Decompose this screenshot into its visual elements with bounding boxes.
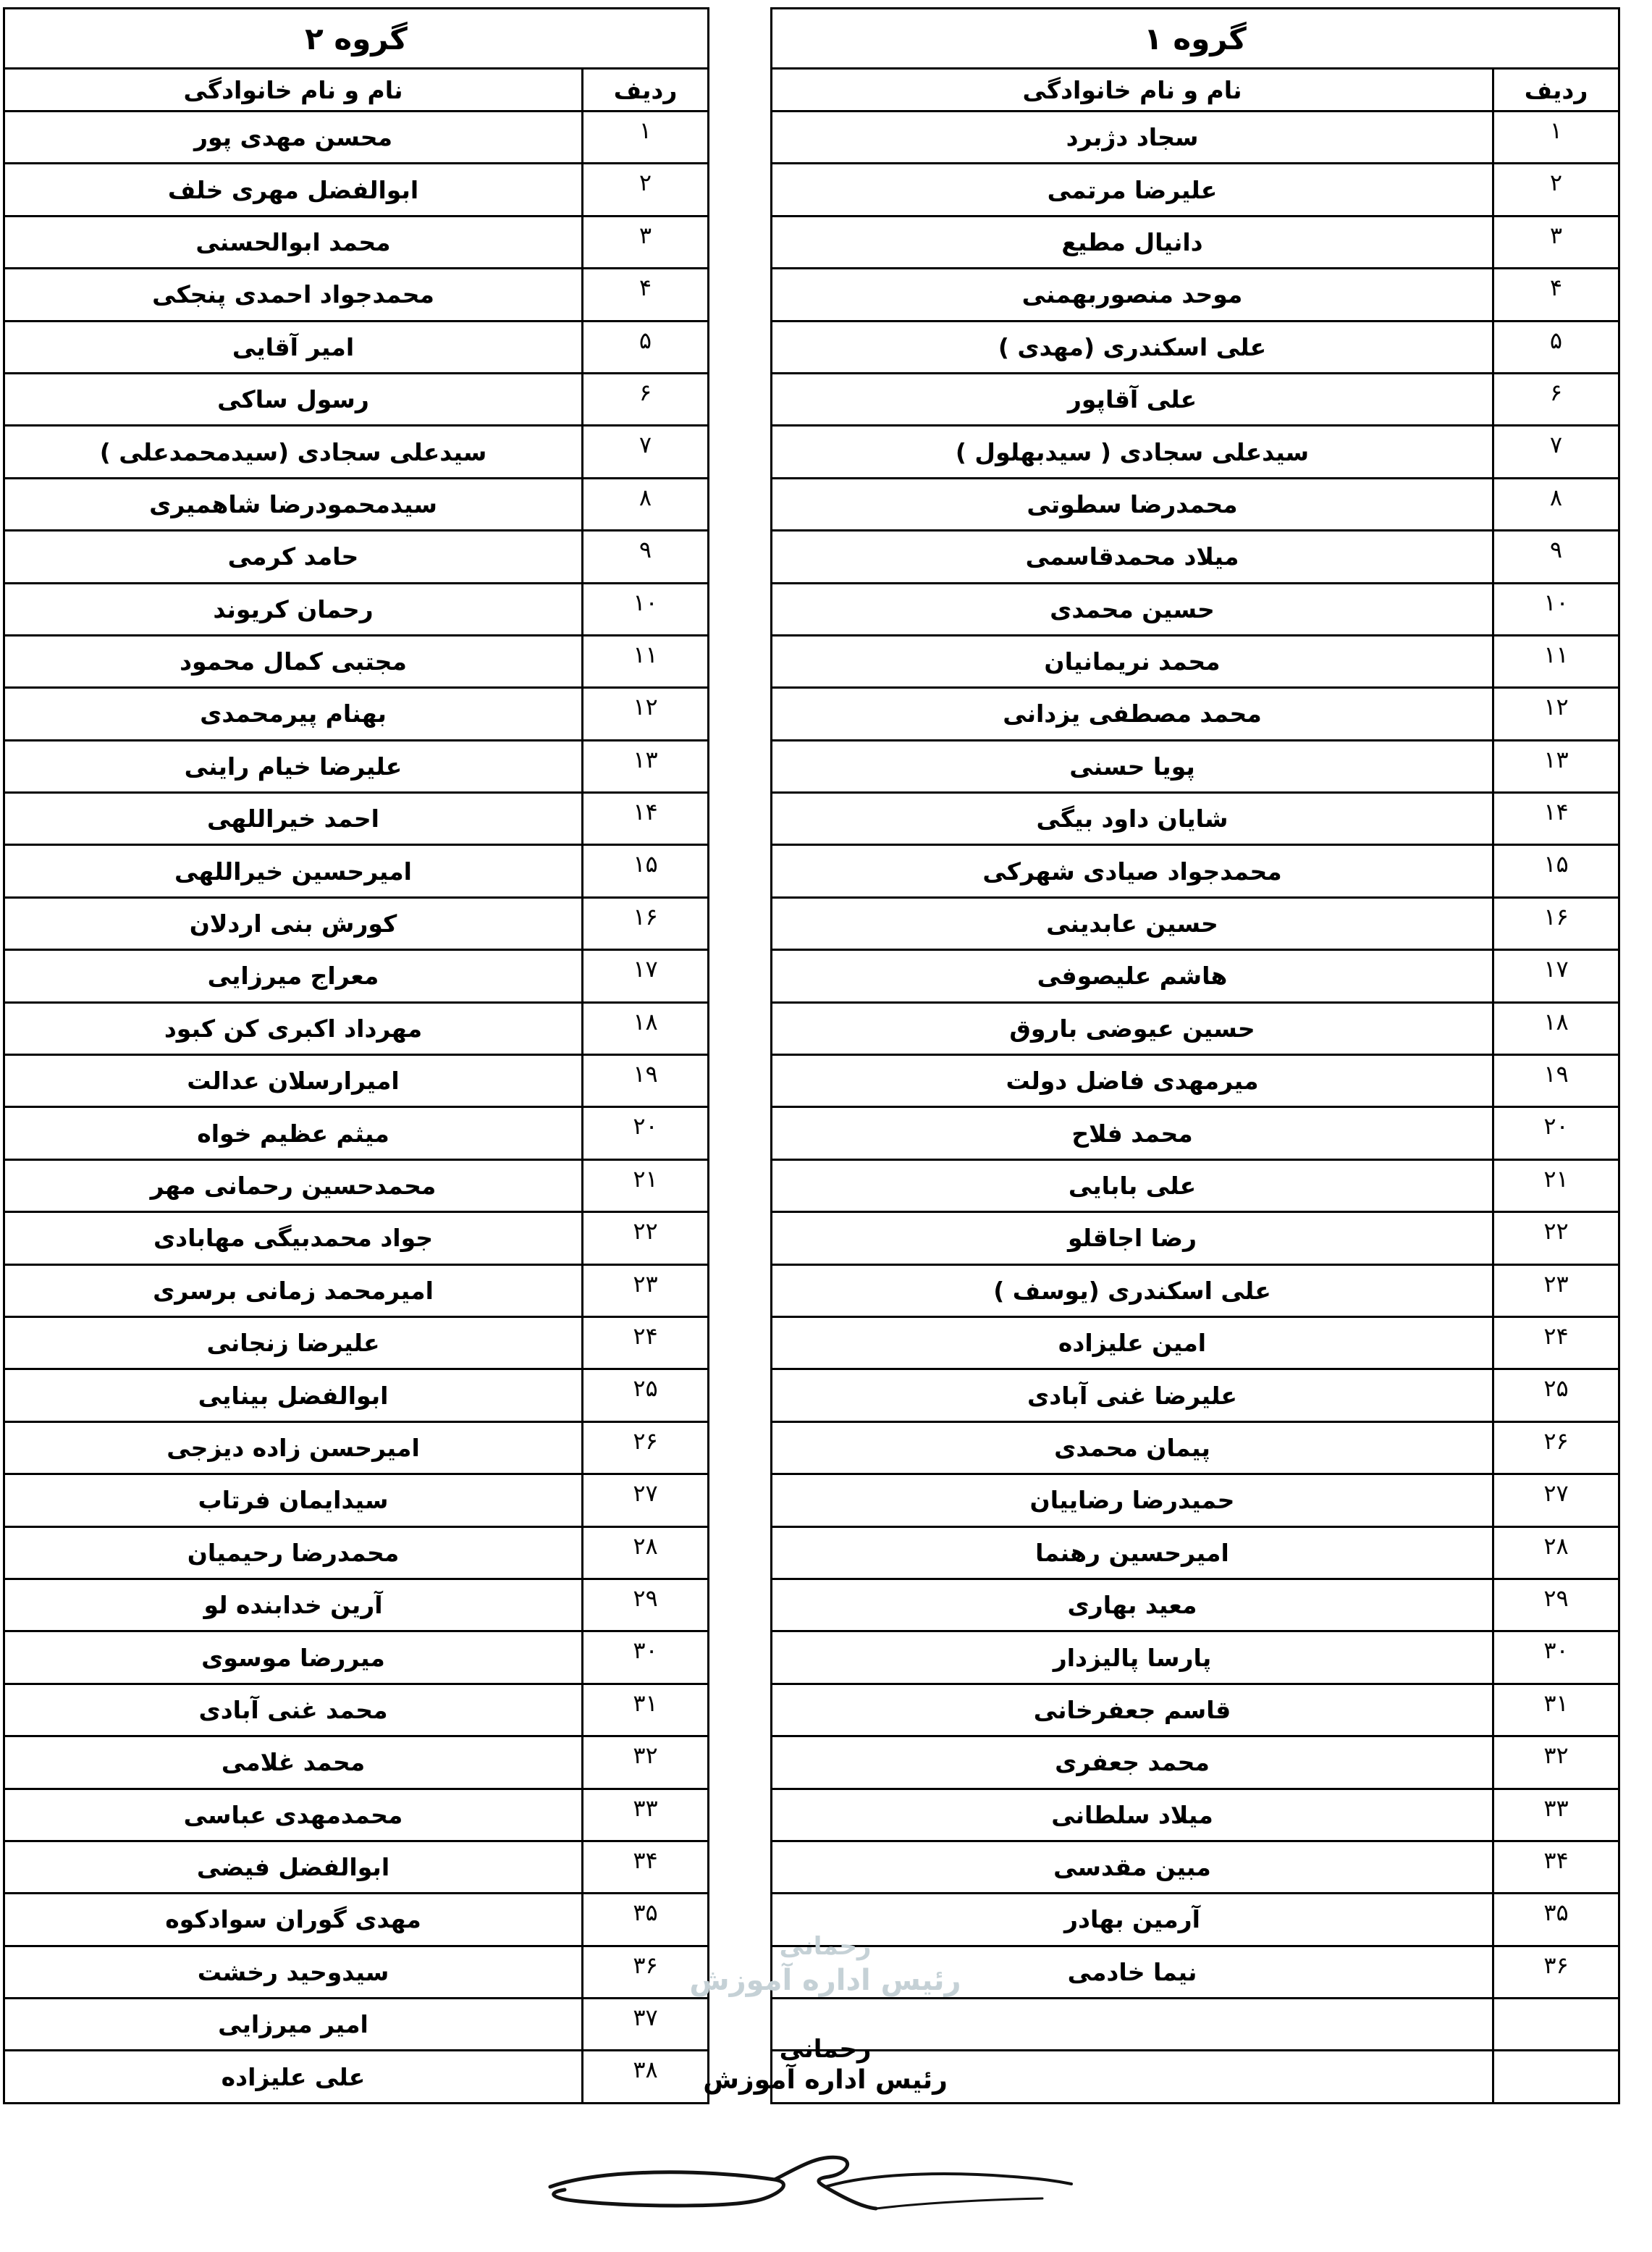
table-row <box>4 583 709 635</box>
row-number: ۲۸ <box>583 1526 709 1579</box>
student-name: امیرارسلان عدالت <box>4 1055 583 1107</box>
row-number: ۱۷ <box>583 950 709 1002</box>
table-row <box>4 373 709 425</box>
student-name: پویا حسنی <box>772 740 1493 792</box>
group1-table <box>770 7 1620 2104</box>
student-name: قاسم جعفرخانی <box>772 1684 1493 1736</box>
table-row <box>4 1316 709 1369</box>
row-number: ۳۴ <box>583 1841 709 1893</box>
student-name: علیرضا خیام راینی <box>4 740 583 792</box>
row-number: ۱۰ <box>583 583 709 635</box>
row-number: ۱۸ <box>583 1002 709 1054</box>
handwritten-signature <box>536 2129 1100 2238</box>
student-name: علی اسکندری (مهدی ) <box>772 321 1493 373</box>
row-number: ۱۵ <box>583 845 709 897</box>
row-number: ۳۷ <box>583 1999 709 2051</box>
row-number: ۲۴ <box>1493 1316 1619 1369</box>
table-row <box>4 478 709 530</box>
row-number: ۲۵ <box>1493 1369 1619 1421</box>
student-name: امیرحسین رهنما <box>772 1526 1493 1579</box>
row-number: ۲۶ <box>1493 1421 1619 1474</box>
student-name: محمد غلامی <box>4 1736 583 1789</box>
table-row <box>4 1579 709 1631</box>
student-name: امیرحسن زاده دیزجی <box>4 1421 583 1474</box>
table-row <box>772 426 1619 478</box>
student-name: جواد محمدبیگی مهابادی <box>4 1212 583 1264</box>
row-number: ۳۵ <box>1493 1894 1619 1946</box>
student-name: کورش بنی اردلان <box>4 897 583 949</box>
student-name: شایان داود بیگی <box>772 793 1493 845</box>
student-name: میلاد محمدقاسمی <box>772 531 1493 583</box>
student-name: میلاد سلطانی <box>772 1789 1493 1841</box>
row-number: ۳۳ <box>583 1789 709 1841</box>
student-name: علی آقاپور <box>772 373 1493 425</box>
row-number: ۱۹ <box>583 1055 709 1107</box>
row-number: ۱۳ <box>1493 740 1619 792</box>
student-name: علیرضا غنی آبادی <box>772 1369 1493 1421</box>
student-name: مهرداد اکبری کن کبود <box>4 1002 583 1054</box>
student-name: محمد مصطفی یزدانی <box>772 688 1493 740</box>
student-name: آرین خدابنده لو <box>4 1579 583 1631</box>
row-number: ۸ <box>1493 478 1619 530</box>
row-number: ۳۱ <box>1493 1684 1619 1736</box>
student-name: میررضا موسوی <box>4 1631 583 1684</box>
table-row <box>772 1159 1619 1211</box>
table-row <box>4 1474 709 1526</box>
row-number: ۱۵ <box>1493 845 1619 897</box>
table-row <box>4 740 709 792</box>
table-row <box>772 1474 1619 1526</box>
table-row <box>772 1736 1619 1789</box>
row-number: ۱۸ <box>1493 1002 1619 1054</box>
row-number: ۲۰ <box>583 1107 709 1159</box>
row-number: ۳۵ <box>583 1894 709 1946</box>
row-number: ۲۷ <box>583 1474 709 1526</box>
student-name: امیر آقایی <box>4 321 583 373</box>
student-name: محمدحسین رحمانی مهر <box>4 1159 583 1211</box>
student-name: موحد منصوربهمنی <box>772 269 1493 321</box>
student-name: محسن مهدی پور <box>4 112 583 164</box>
student-name: احمد خیراللهی <box>4 793 583 845</box>
row-number: ۱ <box>583 112 709 164</box>
row-number: ۱۴ <box>1493 793 1619 845</box>
table-row <box>4 1107 709 1159</box>
row-number: ۱۲ <box>1493 688 1619 740</box>
table-row <box>772 1841 1619 1893</box>
student-name: مبین مقدسی <box>772 1841 1493 1893</box>
row-number: ۱۲ <box>583 688 709 740</box>
table-row <box>772 1002 1619 1054</box>
table-row <box>772 478 1619 530</box>
group2-title: گروه ۲ <box>4 9 709 69</box>
group2-col-row: ردیف <box>583 69 709 112</box>
student-name: پیمان محمدی <box>772 1421 1493 1474</box>
row-number: ۹ <box>1493 531 1619 583</box>
table-row <box>4 1684 709 1736</box>
table-row <box>772 897 1619 949</box>
student-name: محمدجواد احمدی پنجکی <box>4 269 583 321</box>
student-name: محمد فلاح <box>772 1107 1493 1159</box>
row-number: ۲۳ <box>1493 1264 1619 1316</box>
row-number: ۲ <box>583 164 709 216</box>
row-number: ۴ <box>1493 269 1619 321</box>
student-name: محمد غنی آبادی <box>4 1684 583 1736</box>
student-name: سیدعلی سجادی (سیدمحمدعلی ) <box>4 426 583 478</box>
row-number: ۲۷ <box>1493 1474 1619 1526</box>
faded-signature-name: رحمانی <box>779 1932 872 1961</box>
signature-name: رحمانی <box>779 2035 872 2064</box>
student-name: محمد نریمانیان <box>772 635 1493 687</box>
student-name: امیرمحمد زمانی برسری <box>4 1264 583 1316</box>
group1-rows <box>772 112 1619 2104</box>
student-name: محمدجواد صیادی شهرکی <box>772 845 1493 897</box>
table-row <box>772 1421 1619 1474</box>
row-number: ۲۴ <box>583 1316 709 1369</box>
row-number: ۲۵ <box>583 1369 709 1421</box>
student-name: هاشم علیصوفی <box>772 950 1493 1002</box>
row-number: ۱۴ <box>583 793 709 845</box>
table-row <box>4 688 709 740</box>
student-name: حسین محمدی <box>772 583 1493 635</box>
student-name: سیدعلی سجادی ( سیدبهلول ) <box>772 426 1493 478</box>
row-number: ۸ <box>583 478 709 530</box>
table-row <box>772 950 1619 1002</box>
row-number: ۳۲ <box>583 1736 709 1789</box>
table-row <box>772 1631 1619 1684</box>
row-number: ۵ <box>583 321 709 373</box>
student-name: سیدمحمودرضا شاهمیری <box>4 478 583 530</box>
row-number: ۲۲ <box>583 1212 709 1264</box>
student-name: مجتبی کمال محمود <box>4 635 583 687</box>
table-row <box>4 1369 709 1421</box>
row-number: ۳۸ <box>583 2051 709 2103</box>
row-number: ۲۹ <box>1493 1579 1619 1631</box>
row-number <box>1493 2051 1619 2103</box>
row-number: ۲۰ <box>1493 1107 1619 1159</box>
table-row <box>772 1526 1619 1579</box>
row-number: ۱۶ <box>1493 897 1619 949</box>
table-row <box>772 1789 1619 1841</box>
row-number: ۱۱ <box>1493 635 1619 687</box>
table-row <box>772 269 1619 321</box>
student-name: علی بابایی <box>772 1159 1493 1211</box>
signature-title: رئیس اداره آموزش <box>703 2065 948 2095</box>
table-row <box>772 1212 1619 1264</box>
student-name: پارسا پالیزدار <box>772 1631 1493 1684</box>
student-name: علیرضا مرتمی <box>772 164 1493 216</box>
row-number: ۲۸ <box>1493 1526 1619 1579</box>
student-name: رسول ساکی <box>4 373 583 425</box>
student-name: حسین عابدینی <box>772 897 1493 949</box>
table-row <box>4 164 709 216</box>
student-name: حسین عیوضی باروق <box>772 1002 1493 1054</box>
student-name: نیما خادمی <box>772 1946 1493 1998</box>
row-number: ۳ <box>1493 216 1619 268</box>
table-row <box>772 1684 1619 1736</box>
table-row <box>772 740 1619 792</box>
student-name: معراج میرزایی <box>4 950 583 1002</box>
table-row <box>4 531 709 583</box>
row-number: ۶ <box>583 373 709 425</box>
table-row <box>4 269 709 321</box>
row-number: ۲۱ <box>1493 1159 1619 1211</box>
row-number <box>1493 1999 1619 2051</box>
student-name: مهدی گوران سوادکوه <box>4 1894 583 1946</box>
table-row <box>4 793 709 845</box>
row-number: ۲۹ <box>583 1579 709 1631</box>
student-name: حامد کرمی <box>4 531 583 583</box>
table-row <box>4 216 709 268</box>
table-row <box>4 426 709 478</box>
student-name: سیدوحید رخشت <box>4 1946 583 1998</box>
group2-table <box>3 7 709 2104</box>
table-row <box>772 321 1619 373</box>
row-number: ۳۶ <box>583 1946 709 1998</box>
student-name: ابوالفضل فیضی <box>4 1841 583 1893</box>
row-number: ۱۹ <box>1493 1055 1619 1107</box>
student-name: حمیدرضا رضاییان <box>772 1474 1493 1526</box>
row-number: ۳ <box>583 216 709 268</box>
faded-signature-title: رئیس اداره آموزش <box>689 1964 961 1997</box>
table-row <box>4 321 709 373</box>
row-number: ۲۳ <box>583 1264 709 1316</box>
row-number: ۶ <box>1493 373 1619 425</box>
row-number: ۳۴ <box>1493 1841 1619 1893</box>
table-row <box>4 112 709 164</box>
student-name: علی اسکندری (یوسف ) <box>772 1264 1493 1316</box>
group1-col-name: نام و نام خانوادگی <box>772 69 1493 112</box>
student-name: محمدرضا رحیمیان <box>4 1526 583 1579</box>
table-row <box>772 635 1619 687</box>
row-number: ۱۳ <box>583 740 709 792</box>
table-row <box>4 1002 709 1054</box>
student-name: معید بهاری <box>772 1579 1493 1631</box>
row-number: ۳۰ <box>583 1631 709 1684</box>
table-row <box>772 373 1619 425</box>
table-row <box>4 950 709 1002</box>
row-number: ۷ <box>1493 426 1619 478</box>
group1-title: گروه ۱ <box>772 9 1619 69</box>
student-name: امیرحسین خیراللهی <box>4 845 583 897</box>
row-number: ۲ <box>1493 164 1619 216</box>
student-name: رضا اجاقلو <box>772 1212 1493 1264</box>
student-name: امیر میرزایی <box>4 1999 583 2051</box>
row-number: ۲۶ <box>583 1421 709 1474</box>
row-number: ۹ <box>583 531 709 583</box>
row-number: ۱۰ <box>1493 583 1619 635</box>
row-number: ۳۰ <box>1493 1631 1619 1684</box>
row-number: ۱ <box>1493 112 1619 164</box>
table-row <box>772 1264 1619 1316</box>
student-name: آرمین بهادر <box>772 1894 1493 1946</box>
table-row <box>4 897 709 949</box>
student-name: سجاد دژبرد <box>772 112 1493 164</box>
row-number: ۳۲ <box>1493 1736 1619 1789</box>
row-number: ۲۱ <box>583 1159 709 1211</box>
row-number: ۷ <box>583 426 709 478</box>
table-row <box>4 1264 709 1316</box>
student-name: محمد ابوالحسنی <box>4 216 583 268</box>
table-row <box>4 1055 709 1107</box>
table-row <box>772 845 1619 897</box>
table-row <box>772 1316 1619 1369</box>
table-row <box>772 112 1619 164</box>
table-row <box>4 1212 709 1264</box>
student-name: دانیال مطیع <box>772 216 1493 268</box>
student-name: علی علیزاده <box>4 2051 583 2103</box>
student-name: ابوالفضل مهری خلف <box>4 164 583 216</box>
row-number: ۳۶ <box>1493 1946 1619 1998</box>
student-name: محمد جعفری <box>772 1736 1493 1789</box>
table-row <box>4 845 709 897</box>
table-row <box>772 793 1619 845</box>
table-row <box>4 1631 709 1684</box>
table-row <box>4 1526 709 1579</box>
student-name: رحمان کریوند <box>4 583 583 635</box>
student-name: ابوالفضل بینایی <box>4 1369 583 1421</box>
group2-rows <box>4 112 709 2104</box>
table-row <box>772 688 1619 740</box>
student-name: میثم عظیم خواه <box>4 1107 583 1159</box>
row-number: ۱۱ <box>583 635 709 687</box>
group1-col-row: ردیف <box>1493 69 1619 112</box>
student-name: میرمهدی فاضل دولت <box>772 1055 1493 1107</box>
student-name: امین علیزاده <box>772 1316 1493 1369</box>
table-row <box>4 1159 709 1211</box>
table-row <box>4 635 709 687</box>
table-row <box>4 1736 709 1789</box>
row-number: ۳۱ <box>583 1684 709 1736</box>
student-name: سیدایمان فرتاب <box>4 1474 583 1526</box>
table-row <box>772 531 1619 583</box>
row-number: ۴ <box>583 269 709 321</box>
table-row <box>4 1421 709 1474</box>
row-number: ۳۳ <box>1493 1789 1619 1841</box>
student-name: علیرضا زنجانی <box>4 1316 583 1369</box>
row-number: ۱۶ <box>583 897 709 949</box>
row-number: ۱۷ <box>1493 950 1619 1002</box>
table-row <box>772 1369 1619 1421</box>
group2-col-name: نام و نام خانوادگی <box>4 69 583 112</box>
student-name: بهنام پیرمحمدی <box>4 688 583 740</box>
table-row <box>772 216 1619 268</box>
table-row <box>772 1055 1619 1107</box>
table-row <box>772 1579 1619 1631</box>
table-row <box>4 1841 709 1893</box>
table-row <box>772 583 1619 635</box>
row-number: ۲۲ <box>1493 1212 1619 1264</box>
student-name: محمدرضا سطوتی <box>772 478 1493 530</box>
student-name: محمدمهدی عباسی <box>4 1789 583 1841</box>
table-row <box>4 1789 709 1841</box>
table-row <box>772 164 1619 216</box>
row-number: ۵ <box>1493 321 1619 373</box>
table-row <box>772 1107 1619 1159</box>
